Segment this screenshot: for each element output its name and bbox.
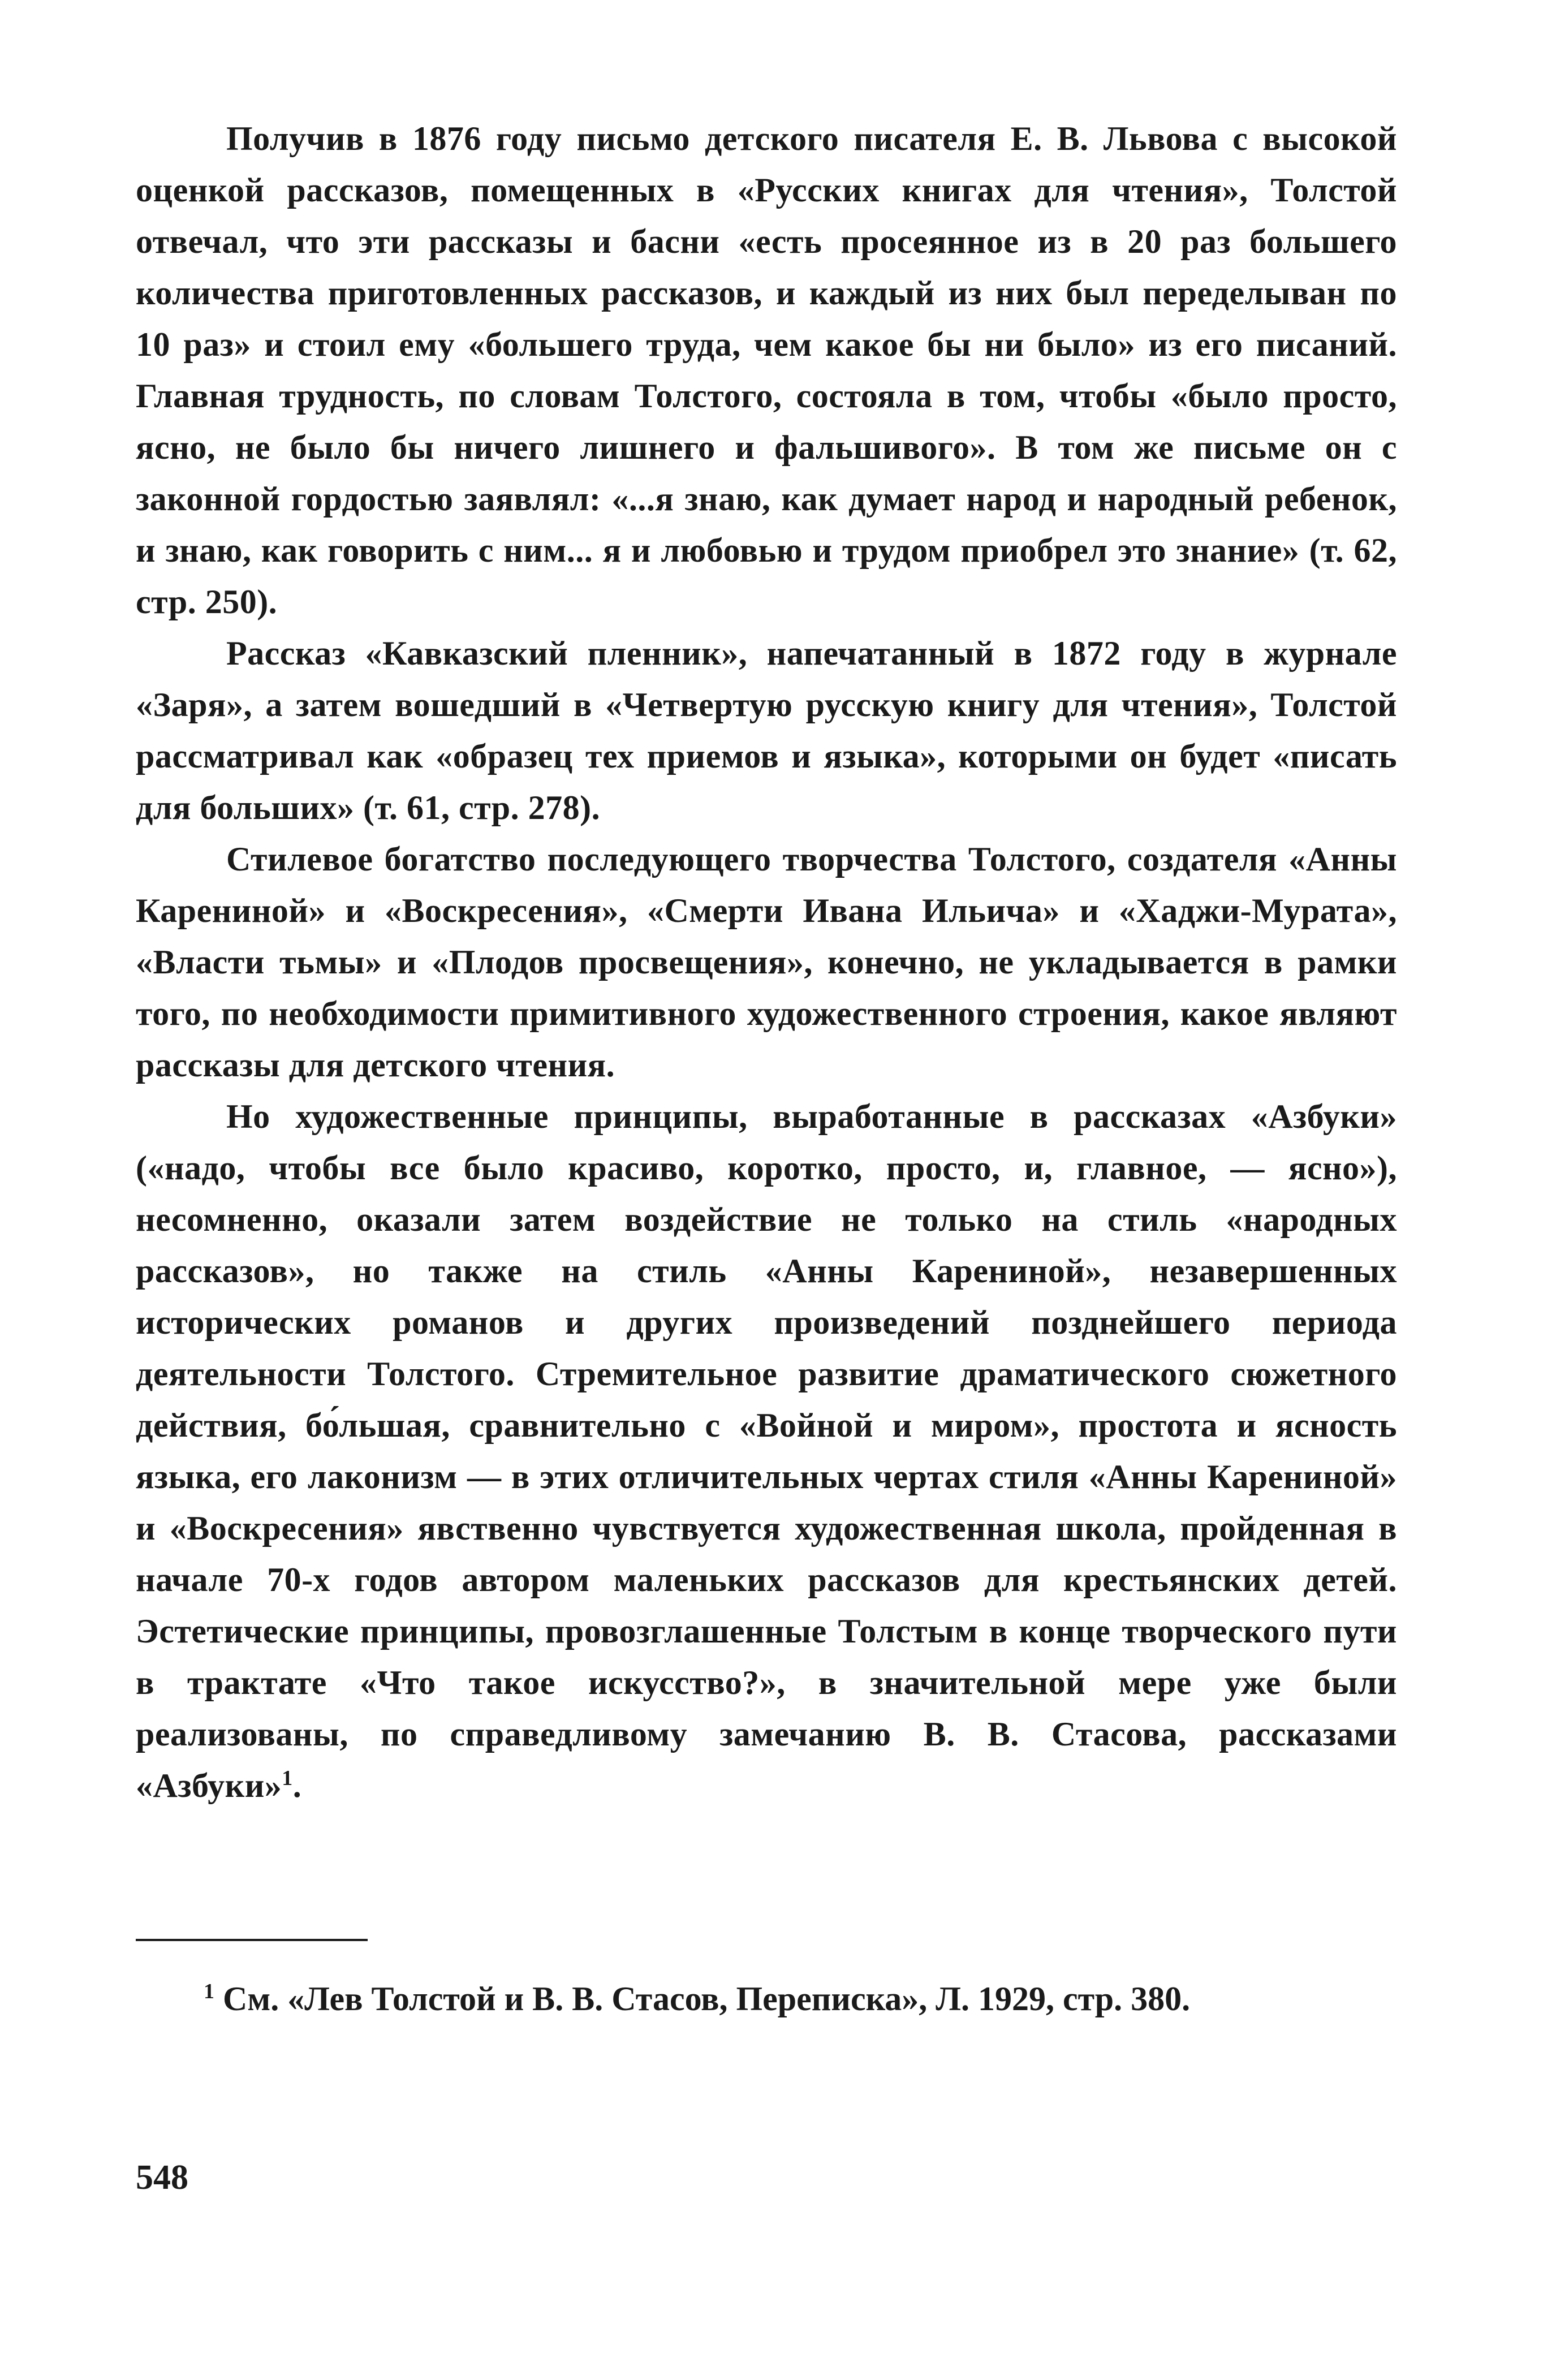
- paragraph-4-text: Но художественные принципы, выработанные в рассказах «Азбуки» («надо, чтобы все было красиво, коротко, просто, и, главное, — ясно»), несомненно, оказали затем воздействие не только на стиль «народных рассказов», но также на стиль «Анны Карениной», незавершенных исторических романов и других произведений позднейшего периода деятельности Толстого. Стремительное развитие драматического сюжетного действия, бо́льшая, сравнительно с «Войной и миром», простота и ясность языка, его лаконизм — в этих отличительных чертах стиля «Анны Карениной» и «Воскресения» явственно чувствуется художественная школа, пройденная в начале 70-х годов автором маленьких рассказов для крестьянских детей. Эстетические принципы, провозглашенные Толстым в конце творческого пути в трактате «Что такое искусство?», в значительной мере уже были реализованы, по справедливому замечанию В. В. Стасова, рассказами «Азбуки»: [136, 1098, 1397, 1804]
- page-number: 548: [136, 2158, 188, 2197]
- paragraph-3: Стилевое богатство последующего творчества Толстого, создателя «Анны Карениной» и «Воскресения», «Смерти Ивана Ильича» и «Хаджи-Мурата», «Власти тьмы» и «Плодов просвещения», конечно, не укладывается в рамки того, по необходимости примитивного художественного строения, какое являют рассказы для детского чтения.: [136, 840, 1397, 1084]
- footnote-text: См. «Лев Толстой и В. В. Стасов, Переписка», Л. 1929, стр. 380.: [223, 1980, 1191, 2017]
- footnote: [136, 1974, 1397, 2024]
- footnote-mark: 1: [204, 1980, 214, 2003]
- page-content: [136, 113, 1397, 2319]
- paragraph-2: Рассказ «Кавказский пленник», напечатанный в 1872 году в журнале «Заря», а затем вошедший в «Четвертую русскую книгу для чтения», Толстой рассматривал как «образец тех приемов и языка», которыми он будет «писать для больших» (т. 61, стр. 278).: [136, 635, 1397, 826]
- paragraph-4: Но художественные принципы, выработанные в рассказах «Азбуки» («надо, чтобы все было красиво, коротко, просто, и, главное, — ясно»), несомненно, оказали затем воздействие не только на стиль «народных рассказов», но также на стиль «Анны Карениной», незавершенных исторических романов и других произведений позднейшего периода деятельности Толстого. Стремительное развитие драматического сюжетного действия, бо́льшая, сравнительно с «Войной и миром», простота и ясность языка, его лаконизм — в этих отличительных чертах стиля «Анны Карениной» и «Воскресения» явственно чувствуется художественная школа, пройденная в начале 70-х годов автором маленьких рассказов для крестьянских детей. Эстетические принципы, провозглашенные Толстым в конце творческого пути в трактате «Что такое искусство?», в значительной мере уже были реализованы, по справедливому замечанию В. В. Стасова, рассказами «Азбуки»$^1$.: [136, 1098, 1397, 1804]
- footnote-reference: 1: [282, 1766, 293, 1790]
- footnote-separator: [136, 1939, 368, 1941]
- paragraph-1: Получив в 1876 году письмо детского писателя Е. В. Львова с высокой оценкой рассказов, помещенных в «Русских книгах для чтения», Толстой отвечал, что эти рассказы и басни «есть просеянное из в 20 раз большего количества приготовленных рассказов, и каждый из них был переделыван по 10 раз» и стоил ему «большего труда, чем какое бы ни было» из его писаний. Главная трудность, по словам Толстого, состояла в том, чтобы «было просто, ясно, не было бы ничего лишнего и фальшивого». В том же письме он с законной гордостью заявлял: «...я знаю, как думает народ и народный ребенок, и знаю, как говорить с ним... я и любовью и трудом приобрел это знание» (т. 62, стр. 250).: [136, 120, 1397, 620]
